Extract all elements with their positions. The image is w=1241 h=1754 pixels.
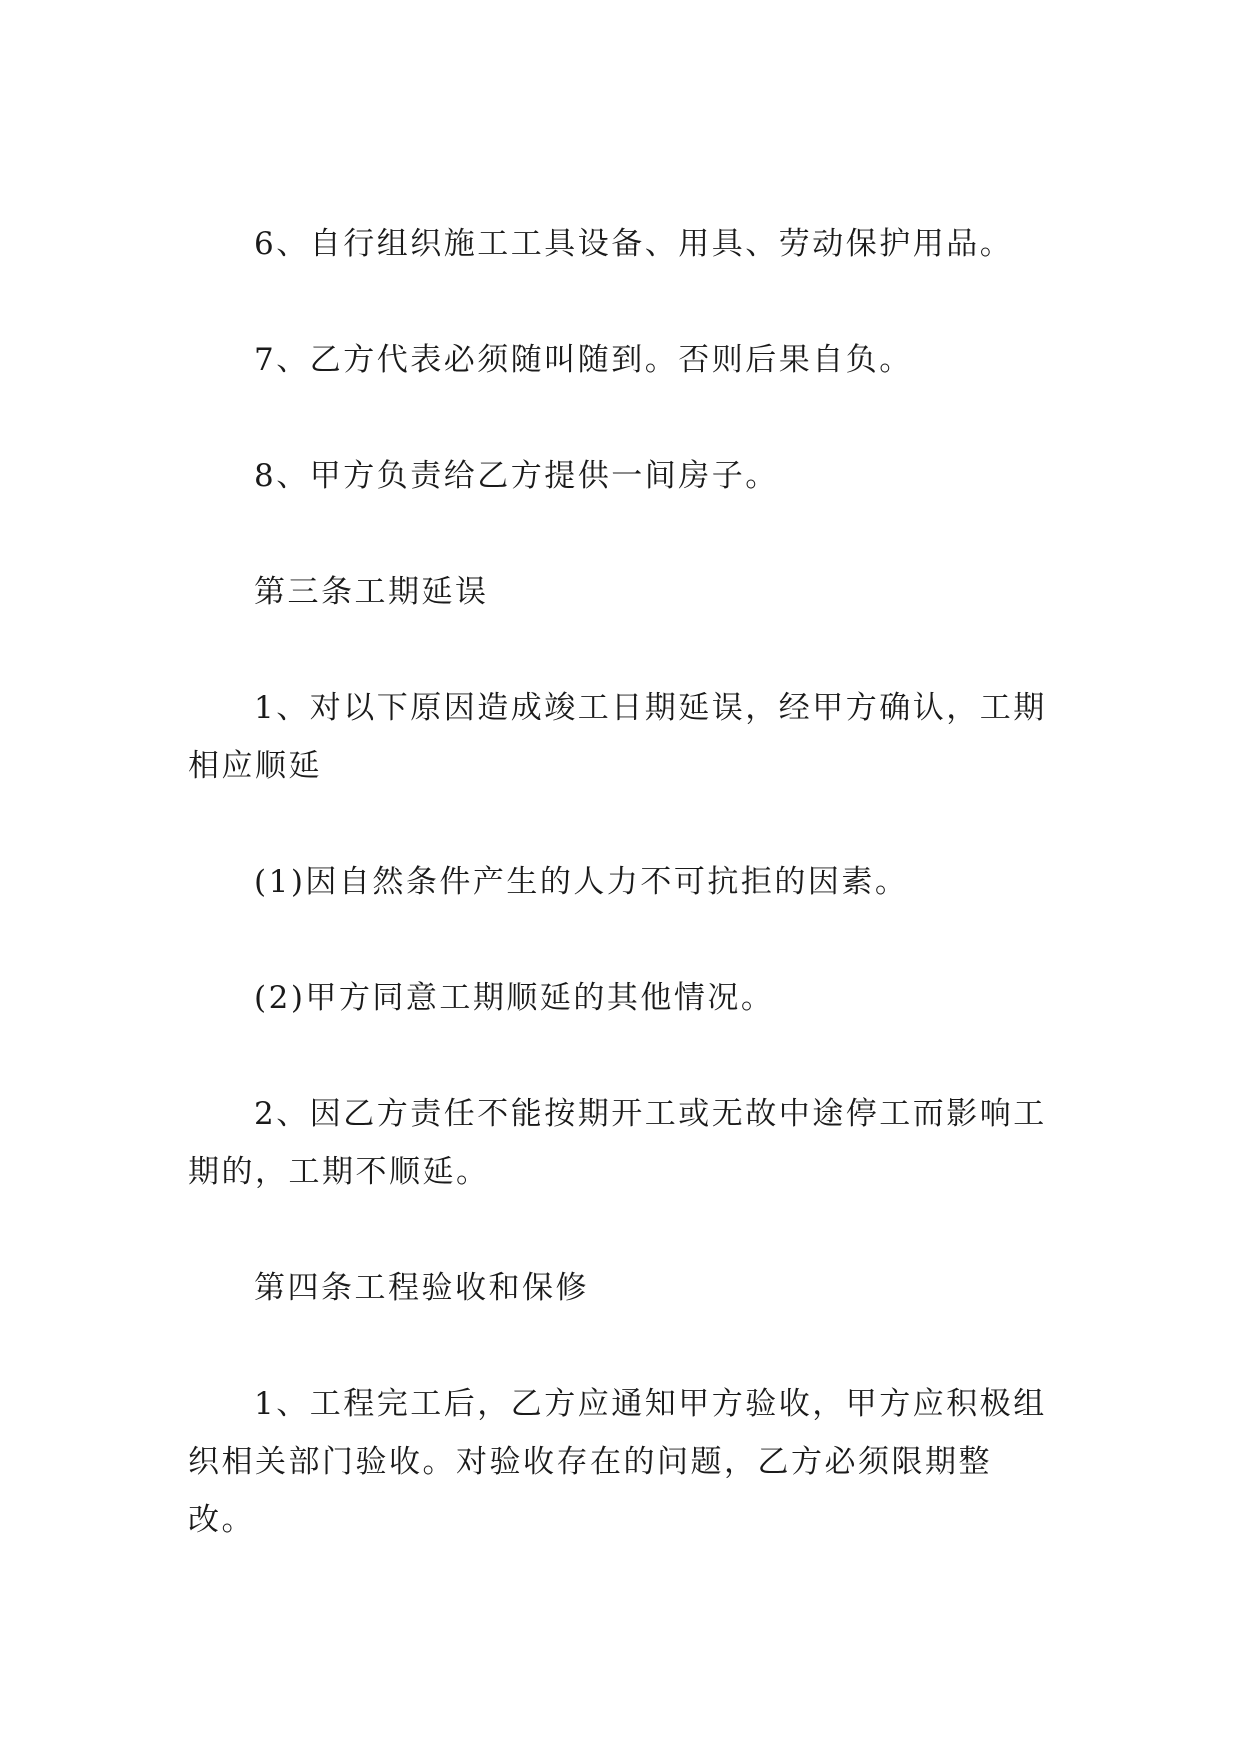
section-heading-article-3: 第三条工期延误 bbox=[254, 574, 489, 610]
section-heading-article-4: 第四条工程验收和保修 bbox=[254, 1270, 589, 1306]
paragraph-delay-2: 2、因乙方责任不能按期开工或无故中途停工而影响工期的，工期不顺延。 bbox=[188, 1096, 1047, 1190]
paragraph-delay-1: 1、对以下原因造成竣工日期延误，经甲方确认，工期相应顺延 bbox=[188, 690, 1047, 784]
paragraph-delay-1-sub-1: (1)因自然条件产生的人力不可抗拒的因素。 bbox=[254, 864, 909, 900]
paragraph-item-8: 8、甲方负责给乙方提供一间房子。 bbox=[254, 458, 779, 494]
paragraph-item-7: 7、乙方代表必须随叫随到。否则后果自负。 bbox=[254, 342, 913, 378]
paragraph-item-6: 6、自行组织施工工具设备、用具、劳动保护用品。 bbox=[254, 226, 1014, 262]
document-body bbox=[188, 215, 1054, 1607]
paragraph-delay-1-sub-2: (2)甲方同意工期顺延的其他情况。 bbox=[254, 980, 775, 1016]
paragraph-acceptance-1: 1、工程完工后，乙方应通知甲方验收，甲方应积极组织相关部门验收。对验收存在的问题，乙方必须限期整改。 bbox=[188, 1386, 1047, 1538]
